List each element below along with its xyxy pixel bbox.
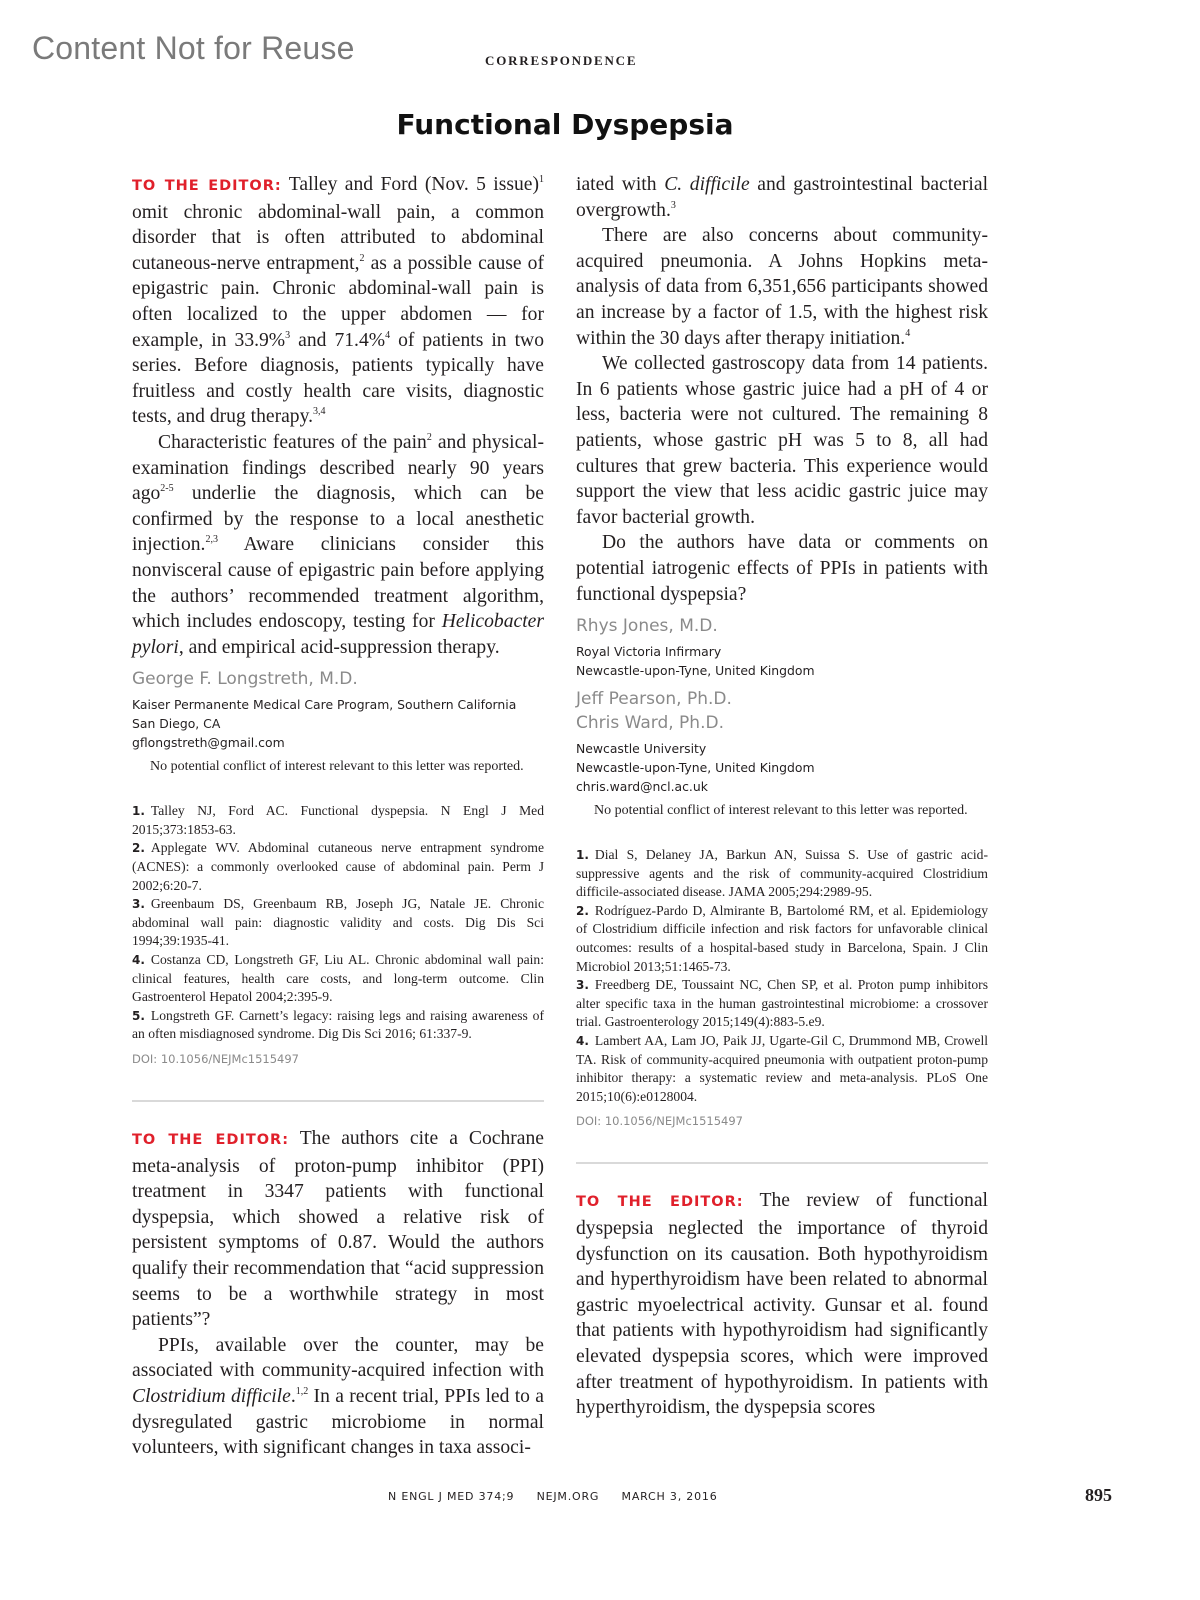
author-name: George F. Longstreth, M.D. [132,669,358,690]
letter-1 [132,172,544,1066]
letter-2-paragraph-2: PPIs, available over the counter, may be associated with community-acquired infection with Clostridium difficile.$^{1,2}$ In a recent trial, PPIs led to a dysregulated gastric microbiome in normal volunteers, with significant changes in taxa associ- [132,1334,544,1459]
letter-1-paragraph-1: TO THE EDITOR: Talley and Ford (Nov. 5 issue)$^1$ omit chronic abdominal-wall pain, a common disorder that is often attributed to abdominal cutaneous-nerve entrapment,$^2$ as a possible cause of epigastric pain. Chronic abdominal-wall pain is often localized to the upper abdomen — for example, in 33.9%$^3$ and 71.4%$^4$ of patients in two series. Before diagnosis, patients typically have fruitless and costly health care visits, diagnostic tests, and drug therapy.$^{3,4}$ [132,174,544,428]
reference-item: 3. Greenbaum DS, Greenbaum RB, Joseph JG, Natale JE. Chronic abdominal wall pain: diagnostic validity and costs. Dig Dis Sci 1994;39:1935-41. [132,896,544,949]
author-name: Chris Ward, Ph.D. [576,713,724,734]
doi-link[interactable]: DOI: 10.1056/NEJMc1515497 [132,1052,299,1066]
to-the-editor-label: TO THE EDITOR: [576,1194,744,1211]
affiliation-location: Newcastle-upon-Tyne, United Kingdom [576,760,815,776]
letter-divider [576,1162,988,1164]
letter-2-paragraph-2-continued: iated with C. difficile and gastrointestinal bacterial overgrowth.$^3$ [576,174,989,221]
conflict-of-interest: No potential conflict of interest relevant to this letter was reported. [150,759,524,775]
reference-item: 4. Lambert AA, Lam JO, Paik JJ, Ugarte-Gil C, Drummond MB, Crowell TA. Risk of community-acquired pneumonia with outpatient proton-pump inhibitor therapy: a systematic review and meta-analysis. PLoS One 2015;10(6):e0128004. [576,1033,988,1104]
page-number: 895 [1085,1485,1112,1505]
affiliation-institution: Newcastle University [576,741,707,757]
reference-item: 4. Costanza CD, Longstreth GF, Liu AL. Chronic abdominal wall pain: clinical features, health care costs, and long-term outcome. Clin Gastroenterol Hepatol 2004;2:395-9. [132,952,544,1005]
page-footer [388,1490,736,1503]
conflict-of-interest: No potential conflict of interest relevant to this letter was reported. [594,803,968,819]
reference-item: 3. Freedberg DE, Toussaint NC, Chen SP, et al. Proton pump inhibitors alter specific taxa in the human gastrointestinal microbiome: a crossover trial. Gastroenterology 2015;149(4):883-5.e9. [576,977,988,1030]
affiliation-location: Newcastle-upon-Tyne, United Kingdom [576,663,815,679]
right-column [576,172,988,1421]
section-label: CORRESPONDENCE [485,53,638,68]
letter-2-paragraph-4: We collected gastroscopy data from 14 patients. In 6 patients whose gastric juice had a pH of 4 or less, bacteria were not cultured. The remaining 8 patients, whose gastric pH was 5 to 8, all had cultures that grew bacteria. This experience would support the view that less acidic gastric juice may favor bacterial growth. [576,353,988,528]
watermark: Content Not for Reuse [32,30,355,66]
to-the-editor-label: TO THE EDITOR: [132,1132,290,1148]
affiliation-location: San Diego, CA [132,716,221,732]
author-affiliation [132,695,544,752]
letter-divider [132,1100,544,1102]
reference-item: 5. Longstreth GF. Carnett’s legacy: raising legs and raising awareness of an often misdiagnosed syndrome. Dig Dis Sci 2016; 61:337-9. [132,1007,544,1042]
letter-2 [132,1126,544,1461]
author-name: Rhys Jones, M.D. [576,616,718,637]
author-email-link[interactable]: gflongstreth@gmail.com [132,735,285,751]
affiliation-institution: Royal Victoria Infirmary [576,644,722,660]
author-affiliation [576,642,988,680]
to-the-editor-label: TO THE EDITOR: [132,178,282,194]
letter-1-paragraph-2: Characteristic features of the pain$^2$ and physical-examination findings described nearly 90 years ago$^{2-5}$ underlie the diagnosis, which can be confirmed by the response to a local anesthetic injection.$^{2,3}$ Aware clinicians consider this nonvisceral cause of epigastric pain before applying the authors’ recommended treatment algorithm, which includes endoscopy, testing for Helicobacter pylori, and empirical acid-suppression therapy. [132,431,544,658]
reference-item: 2. Rodríguez-Pardo D, Almirante B, Bartolomé RM, et al. Epidemiology of Clostridium difficile infection and risk factors for unfavorable clinical outcomes: results of a hospital-based study in Barcelona, Spain. J Clin Microbiol 2013;51:1465-73. [576,902,988,974]
article-title: Functional Dyspepsia [396,108,734,141]
letter-2-continued [576,172,988,1128]
reference-item: 1. Talley NJ, Ford AC. Functional dyspepsia. N Engl J Med 2015;373:1853-63. [132,803,544,837]
reference-item: 2. Applegate WV. Abdominal cutaneous nerve entrapment syndrome (ACNES): a commonly overlooked cause of abdominal pain. Perm J 2002;6:20-7. [132,840,544,893]
letter-3-paragraph-1: TO THE EDITOR: The review of functional dyspepsia neglected the importance of thyroid dysfunction on its causation. Both hypothyroidism and hyperthyroidism have been related to abnormal gastric myoelectrical activity. Gunsar et al. found that patients with hypothyroidism had significantly elevated dyspepsia scores, which were improved after treatment of hypothyroidism. In patients with hyperthyroidism, the dyspepsia scores [576,1190,988,1419]
author-name: Jeff Pearson, Ph.D. [576,689,732,710]
reference-item: 1. Dial S, Delaney JA, Barkun AN, Suissa S. Use of gastric acid-suppressive agents and the risk of community-acquired Clostridium difficile-associated disease. JAMA 2005;294:2989-95. [576,847,988,900]
letter-2-paragraph-5: Do the authors have data or comments on potential iatrogenic effects of PPIs in patients with functional dyspepsia? [576,532,988,605]
references-list [576,846,988,1106]
journal-website-link[interactable]: NEJM.ORG [536,1490,600,1503]
affiliation-institution: Kaiser Permanente Medical Care Program, Southern California [132,697,517,713]
issue-date: MARCH 3, 2016 [621,1490,718,1503]
references-list [132,802,544,1044]
doi-link[interactable]: DOI: 10.1056/NEJMc1515497 [576,1114,743,1129]
letter-2-paragraph-1: TO THE EDITOR: The authors cite a Cochrane meta-analysis of proton-pump inhibitor (PPI) treatment in 3347 patients with functional dyspepsia, which showed a relative risk of persistent symptoms of 0.87. Would the authors qualify their recommendation that “acid suppression seems to be a worthwhile strategy in most patients”? [132,1128,545,1331]
letter-3 [576,1188,988,1420]
author-email-link[interactable]: chris.ward@ncl.ac.uk [576,779,708,795]
author-affiliation [576,739,988,796]
letter-2-paragraph-3: There are also concerns about community-acquired pneumonia. A Johns Hopkins meta-analysis of data from 6,351,656 participants showed an increase by a factor of 1.5, with the highest risk within the 30 days after therapy initiation.$^4$ [576,225,988,349]
journal-citation: N ENGL J MED 374;9 [388,1490,515,1503]
left-column [132,172,544,1461]
